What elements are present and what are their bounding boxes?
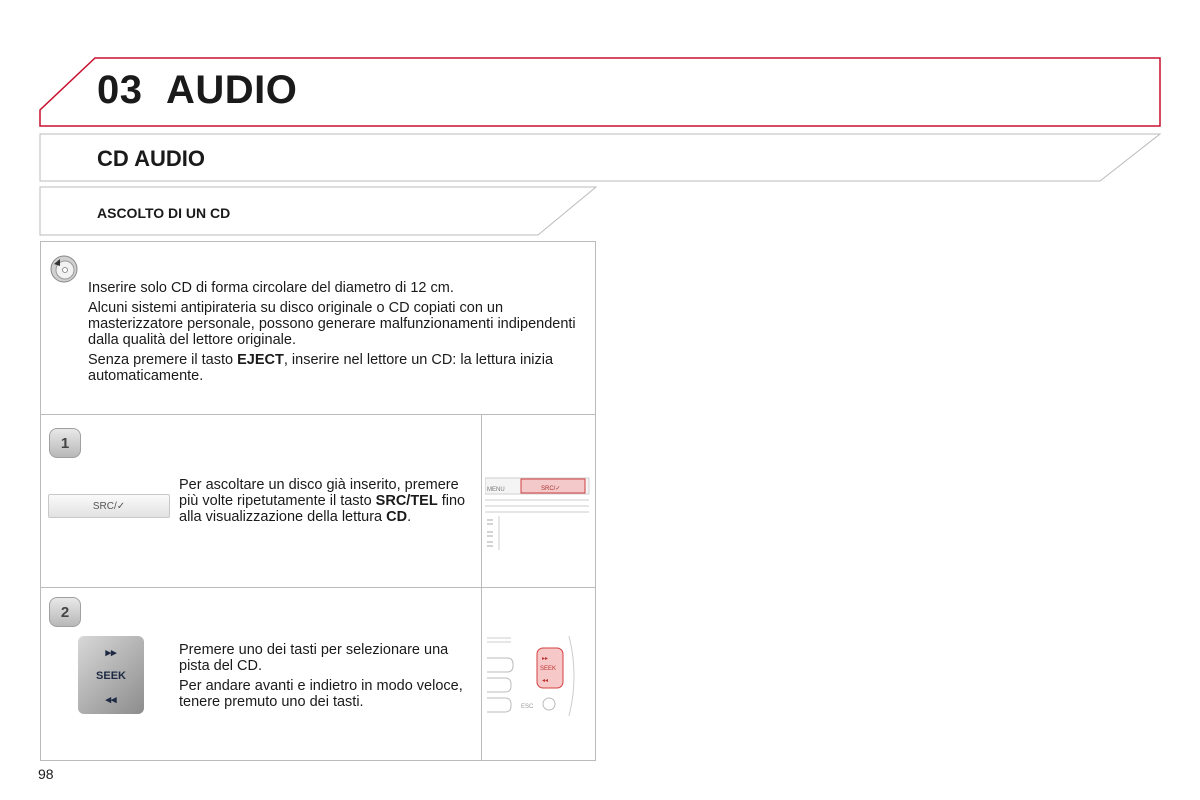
step-2-panel-illustration (485, 630, 591, 722)
note-text (88, 280, 578, 388)
subsection-title: ASCOLTO DI UN CD (97, 205, 231, 221)
eject-label: EJECT (237, 352, 284, 368)
panel-esc-label: ESC (521, 704, 534, 710)
svg-text:▸▸: ▸▸ (542, 656, 549, 662)
step-2-badge: 2 (49, 597, 81, 627)
rewind-icon: ◂◂ (105, 694, 117, 706)
step-1-text: Per ascoltare un disco già inserito, premere più volte ripetutamente il tasto SRC/TEL fino alla visualizzazione della lettura CD. (179, 477, 466, 525)
seek-key-label: SEEK (96, 670, 126, 682)
chapter-title: AUDIO (166, 68, 298, 112)
src-tel-label: SRC/TEL (375, 493, 438, 509)
panel-src-label: SRC/✓ (541, 486, 561, 492)
step-1-panel-illustration (485, 472, 591, 552)
note-line-1: Inserire solo CD di forma circolare del diametro di 12 cm. (88, 280, 454, 296)
seek-key-image (78, 636, 144, 714)
svg-text:◂◂: ◂◂ (542, 678, 549, 684)
step-2-line-1: Premere uno dei tasti per selezionare una pista del CD. (179, 642, 449, 674)
panel-menu-label: MENU (487, 487, 505, 493)
step-2-text (179, 642, 469, 714)
page-number: 98 (38, 766, 54, 782)
note-line-3: Senza premere il tasto EJECT, inserire nel lettore un CD: la lettura inizia automaticamente. (88, 352, 554, 384)
chapter-number: 03 (97, 68, 143, 112)
note-line-2: Alcuni sistemi antipirateria su disco originale o CD copiati con un masterizzatore personale, possono generare malfunzionamenti indipendenti dalla qualità del lettore originale. (88, 300, 576, 348)
fast-forward-icon: ▸▸ (105, 647, 117, 659)
step-1-badge: 1 (49, 428, 81, 458)
disc-warning-icon (50, 255, 78, 283)
section-title: CD AUDIO (97, 146, 205, 171)
src-tel-key-image: SRC/✓ (48, 494, 170, 518)
cd-label: CD (386, 509, 408, 525)
panel-seek-label: SEEK (540, 666, 557, 672)
step-2-line-2: Per andare avanti e indietro in modo veloce, tenere premuto uno dei tasti. (179, 678, 463, 710)
